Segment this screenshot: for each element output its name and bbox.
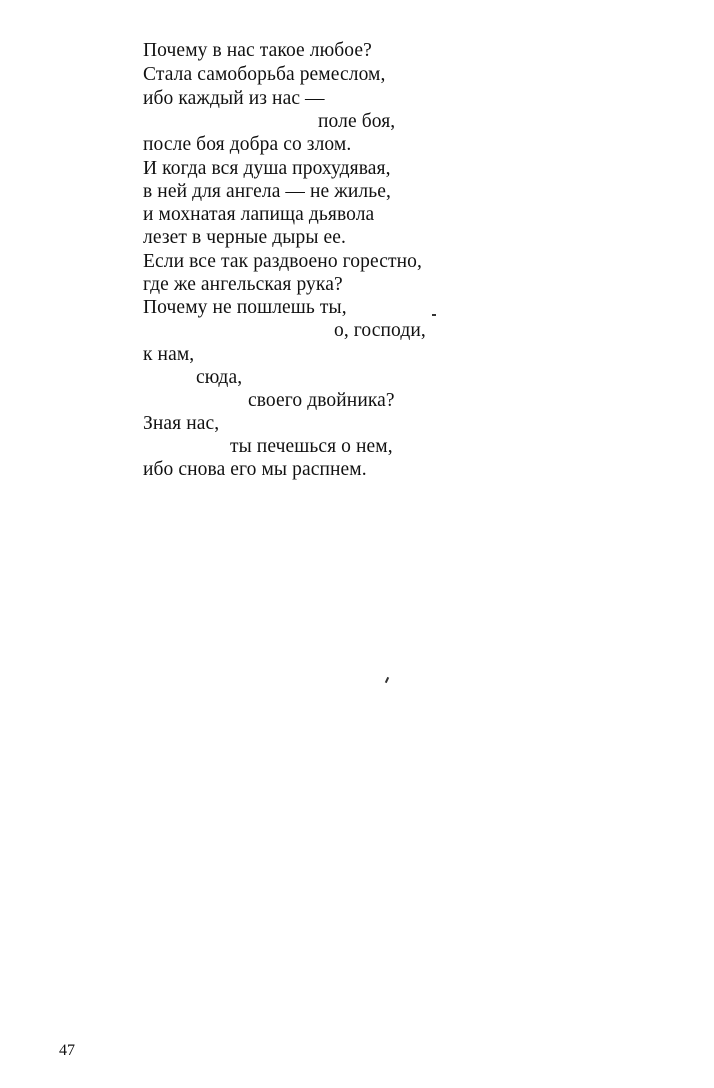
poem-line: после боя добра со злом. <box>143 134 352 155</box>
page-number: 47 <box>59 1042 75 1059</box>
poem-line: где же ангельская рука? <box>143 274 343 295</box>
poem-line: ибо каждый из нас — <box>143 88 325 109</box>
poem-line: ибо снова его мы распнем. <box>143 459 367 480</box>
poem-line: Почему в нас такое любое? <box>143 40 372 61</box>
poem-line: Если все так раздвоено горестно, <box>143 251 422 272</box>
poem-line: и мохнатая лапища дьявола <box>143 204 375 225</box>
poem-line: сюда, <box>196 367 243 388</box>
poem-line: И когда вся душа прохудявая, <box>143 158 391 179</box>
print-speck <box>432 314 436 316</box>
poem-line: о, господи, <box>334 320 426 341</box>
print-speck <box>385 677 389 683</box>
poem-line: лезет в черные дыры ее. <box>143 227 346 248</box>
poem-line: Зная нас, <box>143 413 220 434</box>
poem-line: Стала самоборьба ремеслом, <box>143 64 386 85</box>
poem-line: в ней для ангела — не жилье, <box>143 181 391 202</box>
poem-line: своего двойника? <box>248 390 395 411</box>
poem-line: ты печешься о нем, <box>230 436 393 457</box>
poem-line: поле боя, <box>318 111 396 132</box>
poem-line: Почему не пошлешь ты, <box>143 297 347 318</box>
poem-line: к нам, <box>143 344 195 365</box>
